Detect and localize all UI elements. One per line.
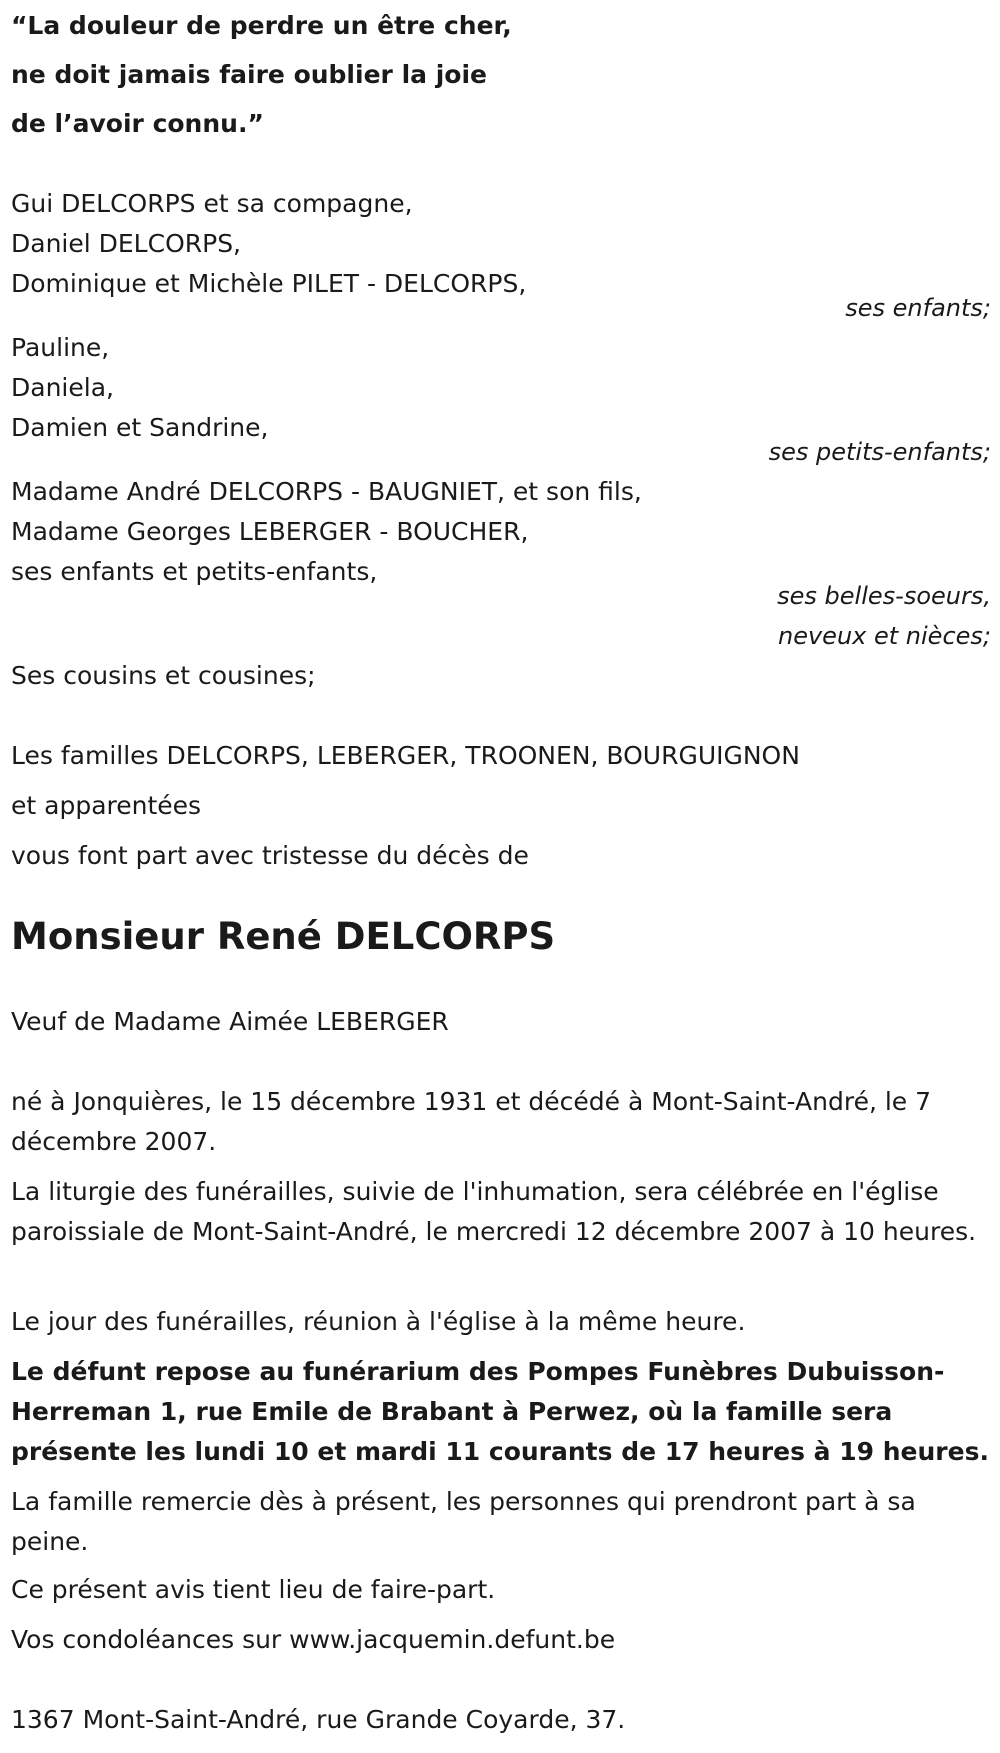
family-name-line: Madame André DELCORPS - BAUGNIET, et son fils, — [11, 477, 642, 506]
condolences-line: Vos condoléances sur www.jacquemin.defunt.be — [11, 1625, 616, 1654]
notice-paragraph: Ce présent avis tient lieu de faire-part. — [11, 1575, 496, 1604]
deceased-name: Monsieur René DELCORPS — [11, 915, 556, 958]
family-name-line: Gui DELCORPS et sa compagne, — [11, 189, 413, 218]
families-line: Les familles DELCORPS, LEBERGER, TROONEN, BOURGUIGNON — [11, 741, 800, 770]
relation-label: ses belles-soeurs, — [777, 582, 991, 610]
family-name-line: Damien et Sandrine, — [11, 413, 269, 442]
cousins-line: Ses cousins et cousines; — [11, 661, 316, 690]
address-line: 1367 Mont-Saint-André, rue Grande Coyarde, 37. — [11, 1705, 626, 1734]
quote-line: de l’avoir connu.” — [11, 109, 264, 138]
relation-label: ses petits-enfants; — [768, 438, 991, 466]
children-block — [11, 184, 991, 304]
announcement-line: vous font part avec tristesse du décès de — [11, 841, 529, 870]
quote-line: “La douleur de perdre un être cher, — [11, 11, 512, 40]
family-name-line: ses enfants et petits-enfants, — [11, 557, 378, 586]
widower-line: Veuf de Madame Aimée LEBERGER — [11, 1007, 449, 1036]
gathering-paragraph: Le jour des funérailles, réunion à l'église à la même heure. — [11, 1307, 746, 1336]
birth-death-paragraph: né à Jonquières, le 15 décembre 1931 et décédé à Mont-Saint-André, le 7 décembre 2007. — [11, 1087, 932, 1156]
in-laws-block — [11, 472, 991, 592]
quote-line: ne doit jamais faire oublier la joie — [11, 60, 487, 89]
funerarium-paragraph: Le défunt repose au funérarium des Pompes Funèbres Dubuisson-Herreman 1, rue Emile de Brabant à Perwez, où la famille sera présente les lundi 10 et mardi 11 courants de 17 heures à 19 heures. — [11, 1357, 989, 1466]
family-name-line: Pauline, — [11, 333, 110, 362]
opening-quote — [11, 1, 991, 148]
grandchildren-block — [11, 328, 991, 448]
liturgy-paragraph: La liturgie des funérailles, suivie de l'inhumation, sera célébrée en l'église paroissiale de Mont-Saint-André, le mercredi 12 décembre 2007 à 10 heures. — [11, 1177, 977, 1246]
families-line: et apparentées — [11, 791, 202, 820]
relation-label: ses enfants; — [845, 294, 991, 322]
family-name-line: Madame Georges LEBERGER - BOUCHER, — [11, 517, 529, 546]
thanks-paragraph: La famille remercie dès à présent, les personnes qui prendront part à sa peine. — [11, 1487, 916, 1556]
family-name-line: Daniela, — [11, 373, 114, 402]
family-name-line: Dominique et Michèle PILET - DELCORPS, — [11, 269, 527, 298]
relation-label: neveux et nièces; — [778, 622, 991, 650]
family-name-line: Daniel DELCORPS, — [11, 229, 242, 258]
